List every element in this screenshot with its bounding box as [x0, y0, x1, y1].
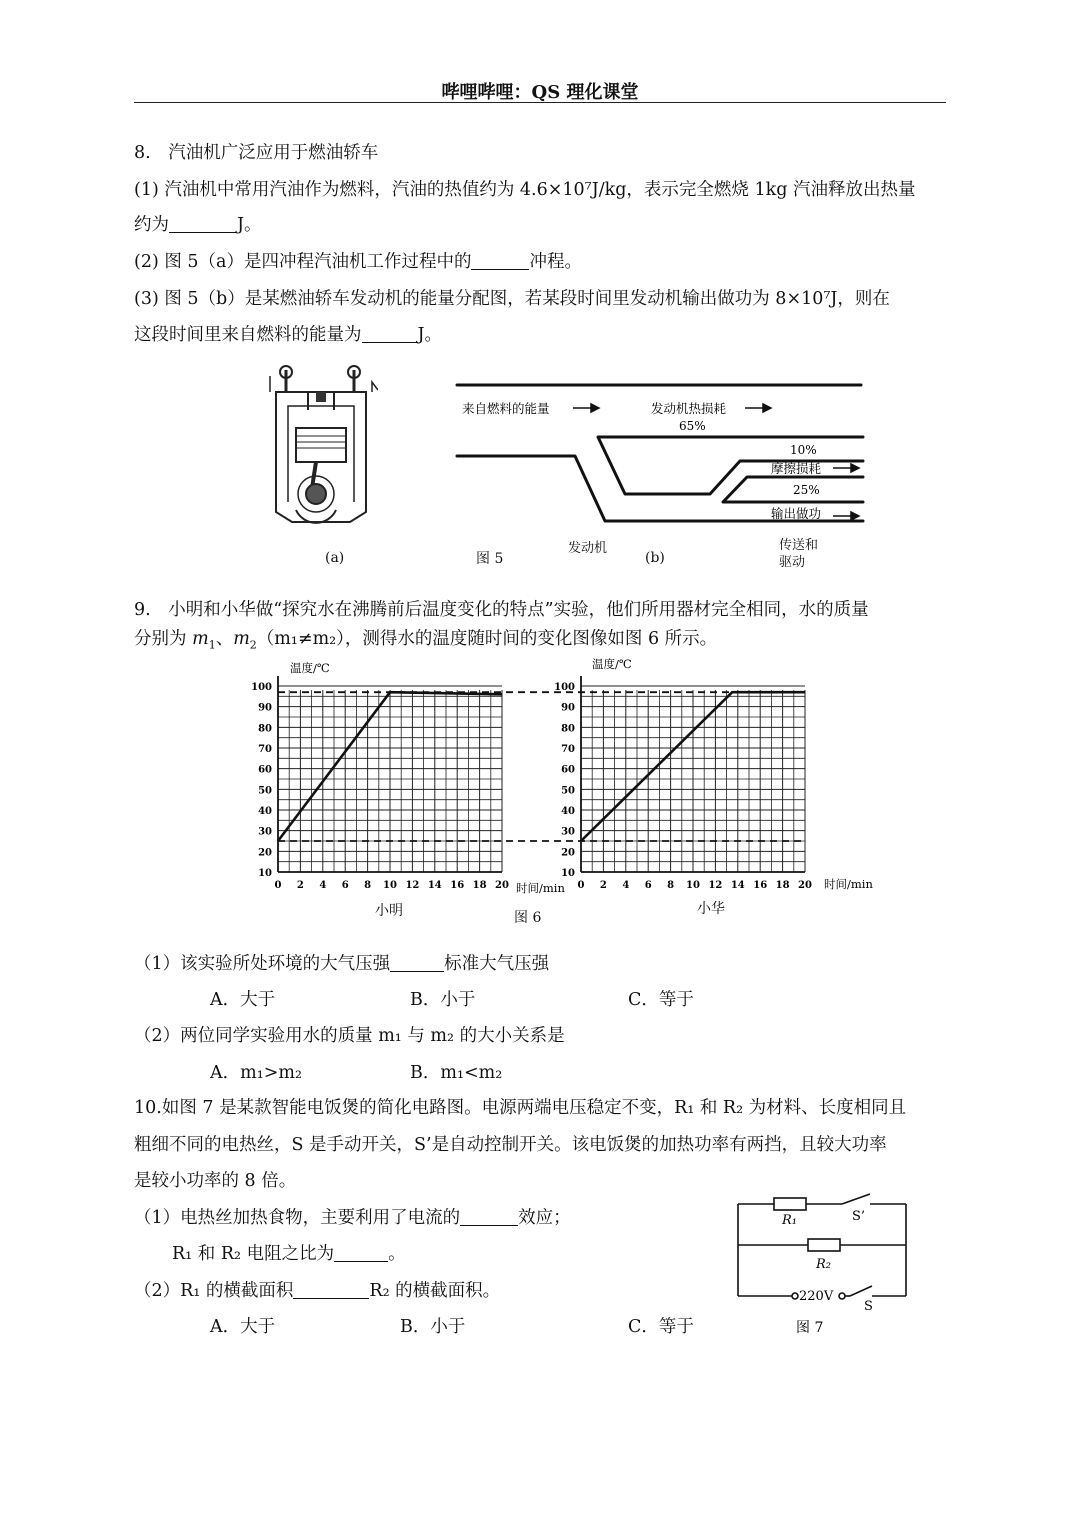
fuel-energy-label: 来自燃料的能量 — [462, 401, 550, 416]
fig7-title: 图 7 — [796, 1320, 824, 1336]
y-tick-label: 10 — [258, 868, 272, 879]
left-xlabel: 时间/min — [516, 881, 565, 895]
energy-flow-diagram — [455, 380, 867, 530]
q9-m2-sub: 2 — [249, 638, 257, 652]
q10-subq1-text-b: 效应； — [518, 1208, 571, 1228]
y-tick-label: 30 — [561, 826, 575, 838]
y-tick-label: 70 — [561, 744, 575, 755]
q8-blank-1[interactable] — [169, 214, 237, 233]
y-tick-label: 30 — [258, 826, 272, 838]
q9-option-b[interactable]: B．小于 — [410, 990, 476, 1010]
q10-ratio-text-b: 。 — [388, 1244, 406, 1264]
q9-m1-sub: 1 — [208, 638, 216, 652]
fig6-left-name: 小明 — [375, 903, 403, 919]
resistor-r2 — [808, 1239, 840, 1251]
q10-blank-1[interactable] — [460, 1207, 518, 1226]
x-tick-label: 14 — [730, 880, 745, 891]
switch-s-prime — [842, 1194, 870, 1204]
right-ylabel: 温度/℃ — [592, 657, 632, 671]
q10-stem-line1: 10.如图 7 是某款智能电饭煲的简化电路图。电源两端电压稳定不变，R₁ 和 R₂ 为材料、长度相同且 — [134, 1098, 907, 1118]
q9-blank-1[interactable] — [390, 953, 444, 972]
q9-subq1-text-b: 标准大气压强 — [444, 954, 550, 974]
y-tick-label: 20 — [258, 847, 272, 859]
heat-loss-label: 发动机热损耗 — [651, 401, 727, 416]
q10-subq1 — [134, 1206, 571, 1230]
header-divider — [134, 102, 946, 103]
output-percent: 25% — [793, 483, 820, 497]
q8-part3-line1: (3) 图 5（b）是某燃油轿车发动机的能量分配图，若某段时间里发动机输出做功为 8×10⁷J，则在 — [134, 289, 890, 309]
q8-part1-text-a: 约为 — [134, 215, 169, 235]
s-label: S — [864, 1299, 873, 1314]
y-tick-label: 70 — [258, 744, 272, 755]
fig6-right-name: 小华 — [697, 901, 725, 917]
x-tick-label: 14 — [427, 880, 442, 891]
q10-stem-line3: 是较小功率的 8 倍。 — [134, 1171, 297, 1191]
q10-option-b[interactable]: B．小于 — [400, 1317, 466, 1337]
q10-subq1-ratio — [172, 1242, 406, 1266]
transmission-label-line1: 传送和 — [779, 538, 819, 553]
chart-xiaohua — [554, 676, 812, 891]
x-tick-label: 8 — [364, 880, 372, 891]
x-tick-label: 6 — [341, 880, 349, 891]
q9-text-paren: （m₁≠m₂），测得水的温度随时间的变化图像如图 6 所示。 — [256, 629, 718, 649]
right-xlabel: 时间/min — [824, 877, 873, 891]
heat-loss-percent: 65% — [679, 419, 706, 433]
s-prime-label: S’ — [852, 1209, 866, 1224]
fig6-title: 图 6 — [514, 910, 542, 926]
fig5-title: 图 5 — [476, 551, 504, 567]
y-tick-label: 10 — [561, 868, 575, 879]
terminal-right — [839, 1293, 845, 1299]
y-tick-label: 80 — [561, 723, 575, 735]
x-tick-label: 20 — [798, 880, 812, 891]
switch-s — [850, 1286, 872, 1296]
q9-m2: m — [233, 629, 250, 649]
engine-cylinder-illustration — [266, 362, 378, 530]
q9-option2-a[interactable]: A．m₁>m₂ — [210, 1063, 303, 1083]
friction-percent: 10% — [790, 443, 817, 457]
q10-subq2-text-b: R₂ 的横截面积。 — [369, 1281, 501, 1301]
y-tick-label: 100 — [251, 682, 272, 693]
q8-part2-text-a: (2) 图 5（a）是四冲程汽油机工作过程中的 — [134, 252, 472, 272]
q9-m1: m — [192, 629, 209, 649]
transmission-label-line2: 驱动 — [779, 555, 806, 570]
y-tick-label: 90 — [561, 702, 575, 714]
q10-ratio-text-a: R₁ 和 R₂ 电阻之比为 — [172, 1244, 335, 1264]
x-tick-label: 16 — [450, 880, 465, 891]
r1-label: R₁ — [782, 1213, 797, 1228]
y-tick-label: 40 — [258, 806, 272, 817]
q8-part3-line2 — [134, 323, 442, 347]
x-tick-label: 12 — [405, 880, 420, 891]
x-tick-label: 20 — [495, 880, 509, 891]
x-tick-label: 18 — [775, 880, 790, 891]
transmission-label — [779, 537, 818, 571]
terminal-left — [792, 1293, 798, 1299]
q8-part2-text-b: 冲程。 — [529, 252, 582, 272]
fig5-label-b: (b) — [645, 550, 665, 566]
q10-option-c[interactable]: C．等于 — [628, 1317, 694, 1337]
chart-reference-lines — [278, 692, 805, 841]
flow-heat-loss-channel — [598, 437, 863, 494]
y-tick-label: 100 — [554, 682, 575, 693]
fig6-temperature-charts — [240, 652, 900, 902]
q10-blank-2[interactable] — [334, 1243, 388, 1262]
q9-option-a[interactable]: A．大于 — [210, 990, 276, 1010]
y-tick-label: 20 — [561, 847, 575, 859]
q10-stem-line2: 粗细不同的电热丝，S 是手动开关，S’是自动控制开关。该电饭煲的加热功率有两挡，且较大功率 — [134, 1135, 887, 1155]
voltage-label: 220V — [799, 1289, 834, 1304]
x-tick-label: 0 — [274, 880, 282, 891]
x-tick-label: 0 — [577, 880, 585, 891]
q10-subq2-text-a: （2）R₁ 的横截面积 — [134, 1281, 294, 1301]
x-tick-label: 2 — [599, 880, 607, 891]
y-tick-label: 60 — [561, 764, 575, 776]
q10-option-a[interactable]: A．大于 — [210, 1317, 276, 1337]
fig5-label-a: (a) — [325, 550, 345, 566]
x-tick-label: 16 — [753, 880, 768, 891]
q8-part3-text-a: 这段时间里来自燃料的能量为 — [134, 325, 362, 345]
q9-subq2: （2）两位同学实验用水的质量 m₁ 与 m₂ 的大小关系是 — [134, 1026, 565, 1046]
x-tick-label: 4 — [319, 880, 327, 891]
fig7-circuit-diagram — [730, 1188, 916, 1344]
q9-subq1-text-a: （1）该实验所处环境的大气压强 — [134, 954, 391, 974]
resistor-r1 — [774, 1198, 806, 1210]
q9-sep: 、 — [215, 629, 234, 649]
y-tick-label: 60 — [258, 764, 272, 776]
x-tick-label: 12 — [708, 880, 723, 891]
x-tick-label: 6 — [644, 880, 652, 891]
q10-blank-3[interactable] — [293, 1280, 369, 1299]
y-tick-label: 40 — [561, 806, 575, 817]
q10-subq1-text-a: （1）电热丝加热食物，主要利用了电流的 — [134, 1208, 461, 1228]
q9-subq1 — [134, 952, 549, 976]
y-tick-label: 50 — [561, 785, 575, 797]
q9-stem-line1: 9. 小明和小华做“探究水在沸腾前后温度变化的特点”实验，他们所用器材完全相同，水的质量 — [134, 600, 869, 620]
y-tick-label: 90 — [258, 702, 272, 714]
q9-text-a: 分别为 — [134, 629, 193, 649]
engine-label: 发动机 — [568, 541, 608, 556]
x-tick-label: 8 — [667, 880, 675, 891]
y-tick-label: 80 — [258, 723, 272, 735]
chart-xiaoming — [251, 676, 509, 891]
friction-loss-label: 摩擦损耗 — [771, 461, 822, 476]
output-work-label: 输出做功 — [771, 506, 822, 521]
page-header: 哔哩哔哩：QS 理化课堂 — [441, 82, 639, 103]
x-tick-label: 2 — [296, 880, 304, 891]
x-tick-label: 4 — [622, 880, 630, 891]
q8-part2 — [134, 250, 582, 274]
q8-part3-text-b: J。 — [417, 325, 443, 345]
q8-part1-text-b: J。 — [237, 215, 262, 235]
q8-blank-3[interactable] — [362, 324, 418, 343]
r2-label: R₂ — [816, 1257, 831, 1272]
x-tick-label: 18 — [472, 880, 487, 891]
q9-option-c[interactable]: C．等于 — [628, 990, 694, 1010]
x-tick-label: 10 — [686, 880, 700, 891]
left-ylabel: 温度/℃ — [290, 661, 330, 675]
q8-part1-line2 — [134, 213, 262, 237]
q8-blank-2[interactable] — [471, 251, 529, 270]
q10-subq2 — [134, 1279, 500, 1303]
q9-option2-b[interactable]: B．m₁<m₂ — [410, 1063, 503, 1083]
y-tick-label: 50 — [258, 785, 272, 797]
q8-stem: 8. 汽油机广泛应用于燃油轿车 — [134, 143, 379, 163]
q8-part1-line1: (1) 汽油机中常用汽油作为燃料，汽油的热值约为 4.6×10⁷J/kg，表示完全燃烧 1kg 汽油释放出热量 — [134, 180, 916, 200]
x-tick-label: 10 — [383, 880, 397, 891]
